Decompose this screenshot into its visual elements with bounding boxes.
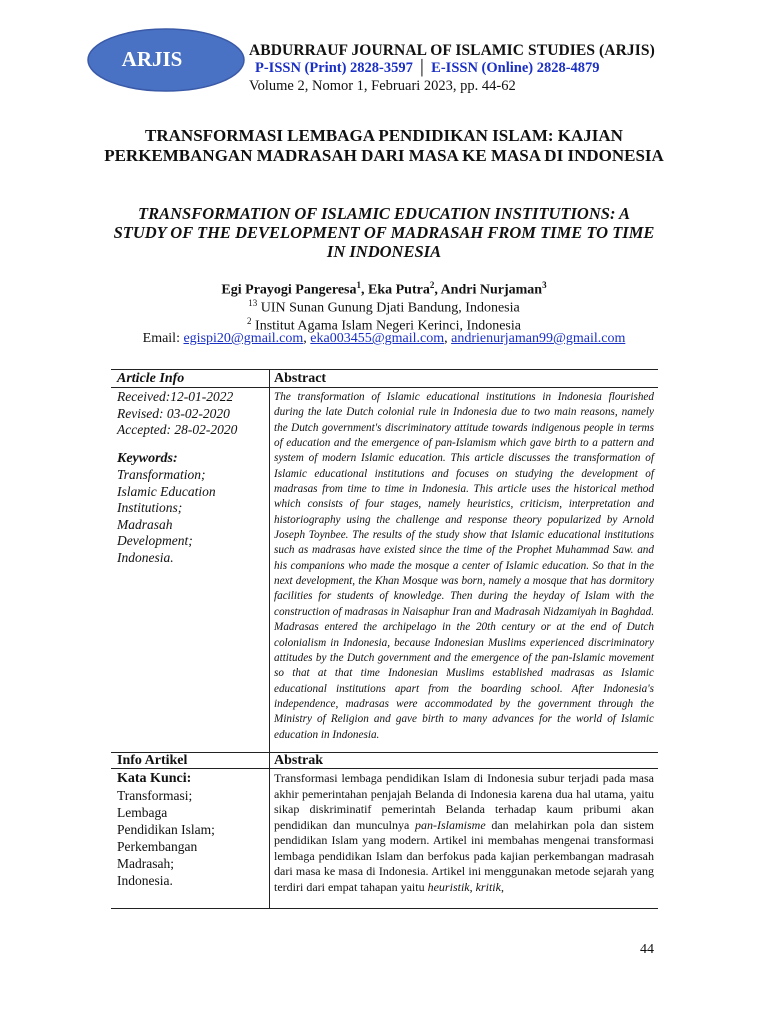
keyword: Madrasah (117, 516, 173, 532)
email-label: Email: (142, 331, 180, 346)
info-artikel-panel (117, 770, 265, 889)
page-number: 44 (640, 942, 654, 957)
email-link[interactable]: egispi20@gmail.com (183, 331, 304, 346)
online-issn: E-ISSN (Online) 2828-4879 (431, 60, 600, 76)
abstract-text: Transformasi lembaga pendidikan Islam di Indonesia subur terjadi pada masa akhir pemerintahan penjajah Belanda di Indonesia karena dua hal utama, yaitu sikap diskriminatif pemerintah Belanda terhadap kaum pribumi akan pendidikan dan munculnya (274, 771, 654, 832)
keyword: Lembaga (117, 805, 168, 820)
title-indonesian: TRANSFORMASI LEMBAGA PENDIDIKAN ISLAM: KAJIAN PERKEMBANGAN MADRASAH DARI MASA KE MASA DI INDONESIA (104, 126, 664, 165)
author-name: Andri Nurjaman (440, 282, 543, 298)
affiliation-mark: 2 (247, 316, 252, 326)
author-affiliation-mark: 2 (429, 280, 435, 290)
revised-date: Revised: 03-02-2020 (117, 405, 230, 421)
keyword: Indonesia. (117, 549, 174, 565)
table-bottom-rule (111, 908, 658, 909)
abstract-english: The transformation of Islamic educational institutions in Indonesia flourished during the late Dutch colonial rule in Indonesia due to two main reasons, namely the Dutch government's discriminatory attitude towards indigenous people in terms of education and the emergence of pan-Islamism which gave birth to a pattern and system of modern Islamic education. This article discusses the transformation of Islamic educational institutions and focuses on studying the development of madrasas from time to time in Indonesia. This article uses the historical method which consists of four stages, namely heuristics, criticism, interpretation and historiography using the challenge and response theory popularized by Arnold Joseph Toynbee. The results of the study show that Islamic educational institutions such as madrasas have existed since the time of the Prophet Muhammad Saw. and his companions who made the mosque a center of Islamic education. So that in the next development, the Khan Mosque was born, namely a mosque that has dormitory facilities for students of knowledge. Then during the heyday of Islam with the construction of madrasas in Naisaphur Iran and Madrasah Nidzamiyah in Baghdad. Madrasas entered the archipelago in the 20th century or at the end of Dutch colonialism in Indonesia, because Indonesian Muslims experienced discriminatory attitudes by the Dutch government and the emergence of the pan-Islamic movement so that at that time Indonesian Muslims established madrasas as Islamic educational institutions apart from the boarding school. After Indonesia's independence, madrasas were accommodated by the government through the Ministry of Religion and gave birth to many advances for the world of Islamic education in Indonesia. (274, 391, 654, 741)
email-line: Email: egispi20@gmail.com, eka003455@gmail.com, andrienurjaman99@gmail.com (142, 331, 626, 346)
abstract-term: pan-Islamisme (415, 817, 486, 832)
keyword: Indonesia. (117, 873, 173, 888)
abstract-term: kritik (475, 879, 501, 894)
keyword: Transformasi; (117, 788, 193, 803)
accepted-date: Accepted: 28-02-2020 (117, 422, 238, 437)
keyword: Development; (117, 533, 193, 548)
author-name: Egi Prayogi Pangeresa (221, 282, 357, 298)
affiliation-text: Institut Agama Islam Negeri Kerinci, Indonesia (255, 318, 521, 334)
issn-line (255, 60, 655, 77)
abstract-text: dan melahirkan pola dan sistem pendidikan Islam yang modern. Artikel ini membahas mengenai transformasi lembaga pendidikan Islam dan berfokus pada kajian perkembangan madrasah dari masa ke masa di Indonesia. Artikel ini menggunakan metode sejarah yang terdiri dari empat tahapan yaitu (274, 817, 654, 894)
affiliation-mark: 13 (248, 298, 258, 308)
keyword: Islamic Education (117, 483, 216, 499)
print-issn: P-ISSN (Print) 2828-3597 (255, 60, 413, 76)
keywords-label: Keywords: (117, 450, 178, 466)
table-section-rule (111, 752, 658, 753)
keyword: Transformation; (117, 467, 206, 482)
affiliation-text: UIN Sunan Gunung Djati Bandung, Indonesia (260, 300, 520, 316)
abstract-text: , (469, 879, 476, 894)
volume-info: Volume 2, Nomor 1, Februari 2023, pp. 44-62 (249, 78, 516, 94)
journal-header (249, 42, 655, 95)
table-header-rule-2 (111, 768, 658, 769)
abstract-header: Abstract (274, 371, 327, 386)
keyword: Pendidikan Islam; (117, 822, 215, 837)
info-artikel-header: Info Artikel (117, 753, 188, 768)
author-affiliation-mark: 3 (542, 280, 547, 290)
journal-logo (86, 28, 246, 92)
abstrak-header: Abstrak (274, 753, 324, 768)
logo-text: ARJIS (121, 47, 183, 71)
journal-name: ABDURRAUF JOURNAL OF ISLAMIC STUDIES (ARJIS) (249, 42, 655, 59)
keywords-label: Kata Kunci: (117, 771, 192, 786)
table-column-divider (269, 369, 270, 908)
author-affiliation-mark: 1 (356, 280, 361, 290)
article-info-header: Article Info (117, 371, 185, 386)
article-info-panel (117, 389, 265, 566)
title-english: TRANSFORMATION OF ISLAMIC EDUCATION INSTITUTIONS: A STUDY OF THE DEVELOPMENT OF MADRASAH FROM TIME TO TIME IN INDONESIA (113, 204, 655, 261)
issn-separator: │ (416, 60, 428, 76)
table-top-rule (111, 369, 658, 370)
keyword: Perkembangan (117, 839, 198, 854)
abstract-term: heuristik (427, 879, 470, 894)
keyword: Institutions; (117, 500, 183, 515)
abstract-text: , (500, 879, 504, 894)
author-name: Eka Putra (367, 282, 430, 298)
keyword: Madrasah; (117, 856, 174, 871)
email-link[interactable]: eka003455@gmail.com (310, 331, 445, 346)
abstract-indonesian (274, 771, 654, 907)
received-date: Received:12-01-2022 (117, 389, 234, 404)
email-link[interactable]: andrienurjaman99@gmail.com (451, 331, 626, 346)
author-list: Egi Prayogi Pangeresa$^1$, Eka Putra$^2$, Andri Nurjaman$^3$ (221, 280, 547, 298)
table-header-rule (111, 387, 658, 388)
